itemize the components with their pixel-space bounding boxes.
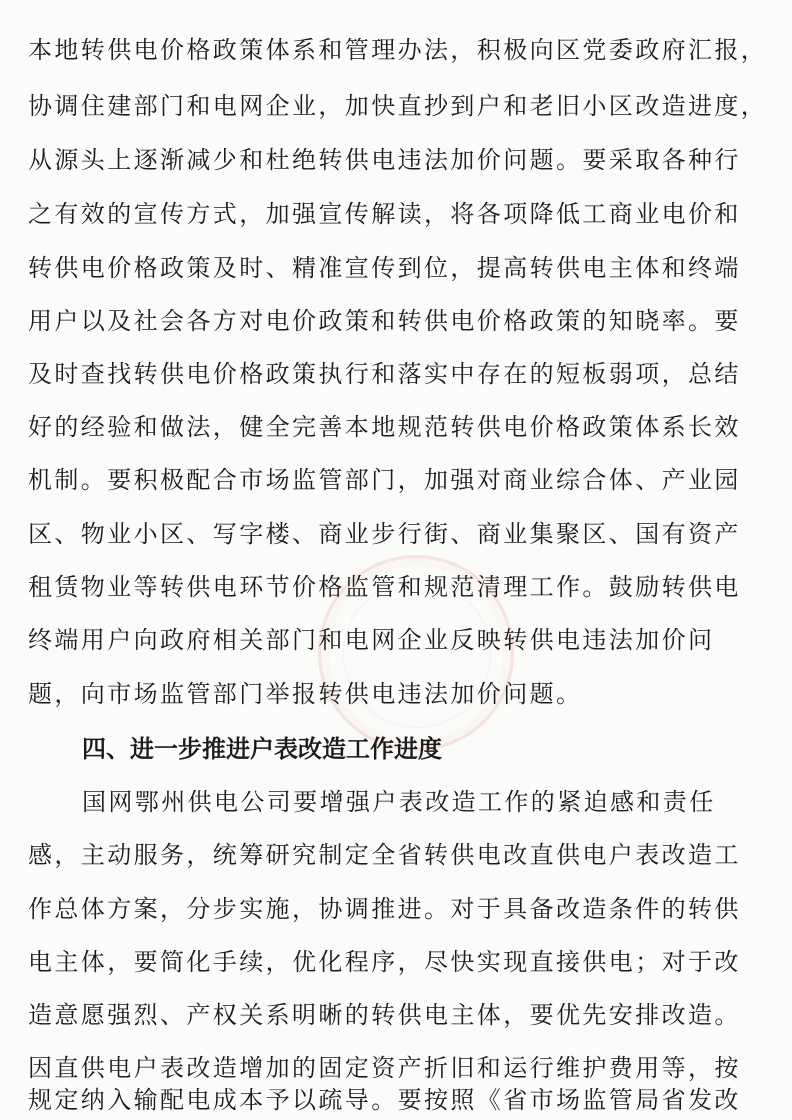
- paragraph-line: 用户以及社会各方对电价政策和转供电价格政策的知晓率。要: [28, 307, 741, 335]
- paragraph-line: 国网鄂州供电公司要增强户表改造工作的紧迫感和责任: [82, 788, 716, 816]
- paragraph-line: 终端用户向政府相关部门和电网企业反映转供电违法加价问: [28, 626, 715, 654]
- paragraph-line: 本地转供电价格政策体系和管理办法，积极向区党委政府汇报，: [28, 36, 768, 64]
- paragraph-line: 作总体方案，分步实施，协调推进。对于具备改造条件的转供: [28, 895, 741, 923]
- paragraph-line: 之有效的宣传方式，加强宣传解读，将各项降低工商业电价和: [28, 200, 741, 228]
- paragraph-line: 区、物业小区、写字楼、商业步行街、商业集聚区、国有资产: [28, 520, 741, 548]
- paragraph-line: 因直供电户表改造增加的固定资产折旧和运行维护费用等，按: [28, 1054, 741, 1082]
- paragraph-line: 感，主动服务，统筹研究制定全省转供电改直供电户表改造工: [28, 841, 741, 869]
- paragraph-line: 转供电价格政策及时、精准宣传到位，提高转供电主体和终端: [28, 254, 741, 282]
- paragraph-line: 造意愿强烈、产权关系明晰的转供电主体，要优先安排改造。: [28, 1001, 741, 1029]
- paragraph-line: 机制。要积极配合市场监管部门，加强对商业综合体、产业园: [28, 466, 741, 494]
- paragraph-line: 及时查找转供电价格政策执行和落实中存在的短板弱项，总结: [28, 360, 741, 388]
- section-heading: 四、进一步推进户表改造工作进度: [82, 735, 442, 763]
- paragraph-line: 电主体，要简化手续，优化程序，尽快实现直接供电；对于改: [28, 948, 741, 976]
- paragraph-line: 好的经验和做法，健全完善本地规范转供电价格政策体系长效: [28, 413, 741, 441]
- paragraph-line: 协调住建部门和电网企业，加快直抄到户和老旧小区改造进度，: [28, 92, 768, 120]
- paragraph-line: 租赁物业等转供电环节价格监管和规范清理工作。鼓励转供电: [28, 573, 741, 601]
- paragraph-line: 从源头上逐渐减少和杜绝转供电违法加价问题。要采取各种行: [28, 146, 741, 174]
- paragraph-line: 题，向市场监管部门举报转供电违法加价问题。: [28, 680, 583, 708]
- paragraph-line: 规定纳入输配电成本予以疏导。要按照《省市场监管局省发改: [28, 1086, 741, 1114]
